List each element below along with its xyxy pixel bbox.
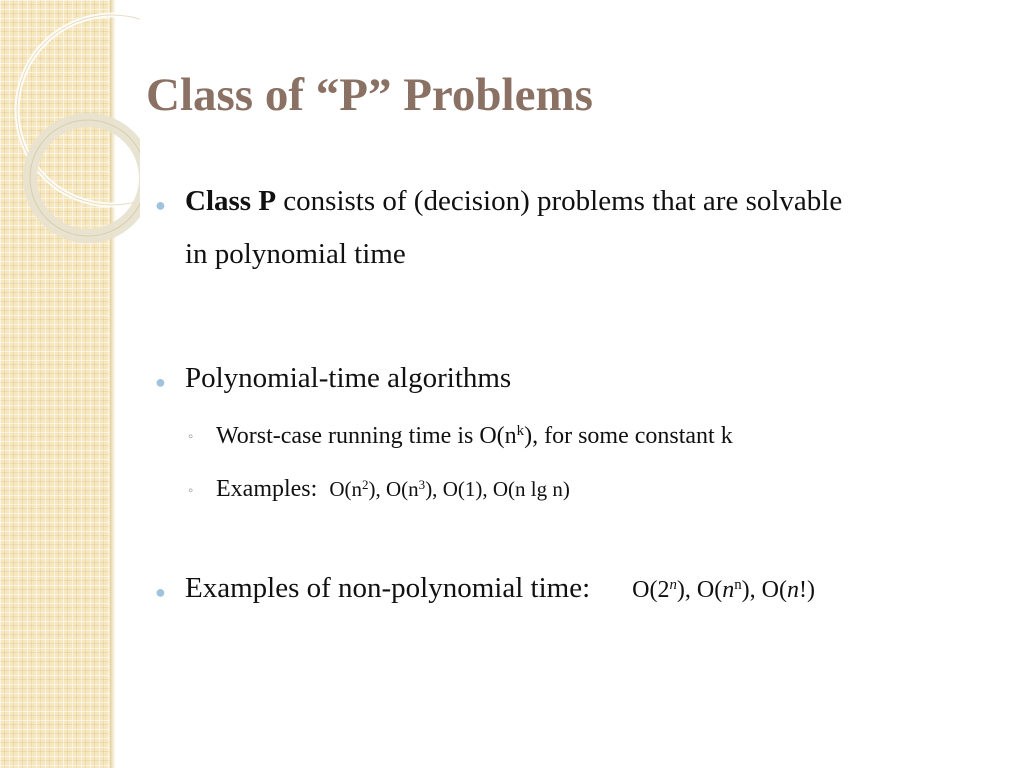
example-1-exponent: 2 [361, 476, 369, 492]
bullet-icon: ● [155, 582, 166, 602]
sub-bullet-worst-case [216, 423, 733, 450]
bullet-icon: ● [155, 372, 166, 392]
sub-bullet-icon: ◦ [188, 429, 194, 445]
worst-case-exponent: k [516, 422, 525, 439]
non-polynomial-examples [632, 577, 815, 603]
decorative-sidebar [0, 0, 112, 768]
np-example-2-close: ), [741, 577, 756, 603]
bullet-polynomial-time: Polynomial-time algorithms [185, 362, 512, 394]
np-example-1-exponent: n [669, 576, 677, 593]
np-example-3-base: n [786, 577, 799, 603]
slide-content [155, 0, 1005, 768]
bullet-icon: ● [155, 195, 166, 215]
slide-title: Class of “P” Problems [146, 69, 593, 121]
examples-label: Examples: [216, 476, 318, 502]
np-example-2-open: O( [690, 577, 723, 603]
sub-bullet-icon: ◦ [188, 483, 194, 499]
example-1-close: ), [368, 477, 381, 501]
sidebar-edge-shadow [110, 0, 116, 768]
bullet-class-p-line1 [185, 185, 842, 218]
non-polynomial-label: Examples of non-polynomial time: [185, 572, 591, 604]
class-p-definition: consists of (decision) problems that are solvable [276, 185, 843, 217]
worst-case-suffix: ), for some constant k [524, 423, 733, 449]
np-example-2-base: n [722, 577, 735, 603]
example-2-base: O(n [380, 477, 419, 501]
example-2-exponent: 3 [418, 476, 426, 492]
np-example-3-open: O( [755, 577, 787, 603]
np-example-1-base: O(2 [632, 577, 670, 603]
examples-list [329, 477, 570, 501]
example-1-base: O(n [329, 477, 362, 501]
np-example-2-exponent: n [734, 576, 742, 593]
sub-bullet-examples [216, 476, 570, 503]
example-2-close: ), [425, 477, 438, 501]
example-3-4: O(1), O(n lg n) [437, 477, 570, 501]
np-example-1-close: ), [676, 577, 691, 603]
worst-case-prefix: Worst-case running time is O(n [216, 423, 517, 449]
bullet-class-p-line2: in polynomial time [185, 238, 406, 270]
np-example-3-close: !) [798, 577, 815, 603]
bullet-non-polynomial [185, 572, 815, 605]
class-p-term: Class P [185, 185, 277, 217]
